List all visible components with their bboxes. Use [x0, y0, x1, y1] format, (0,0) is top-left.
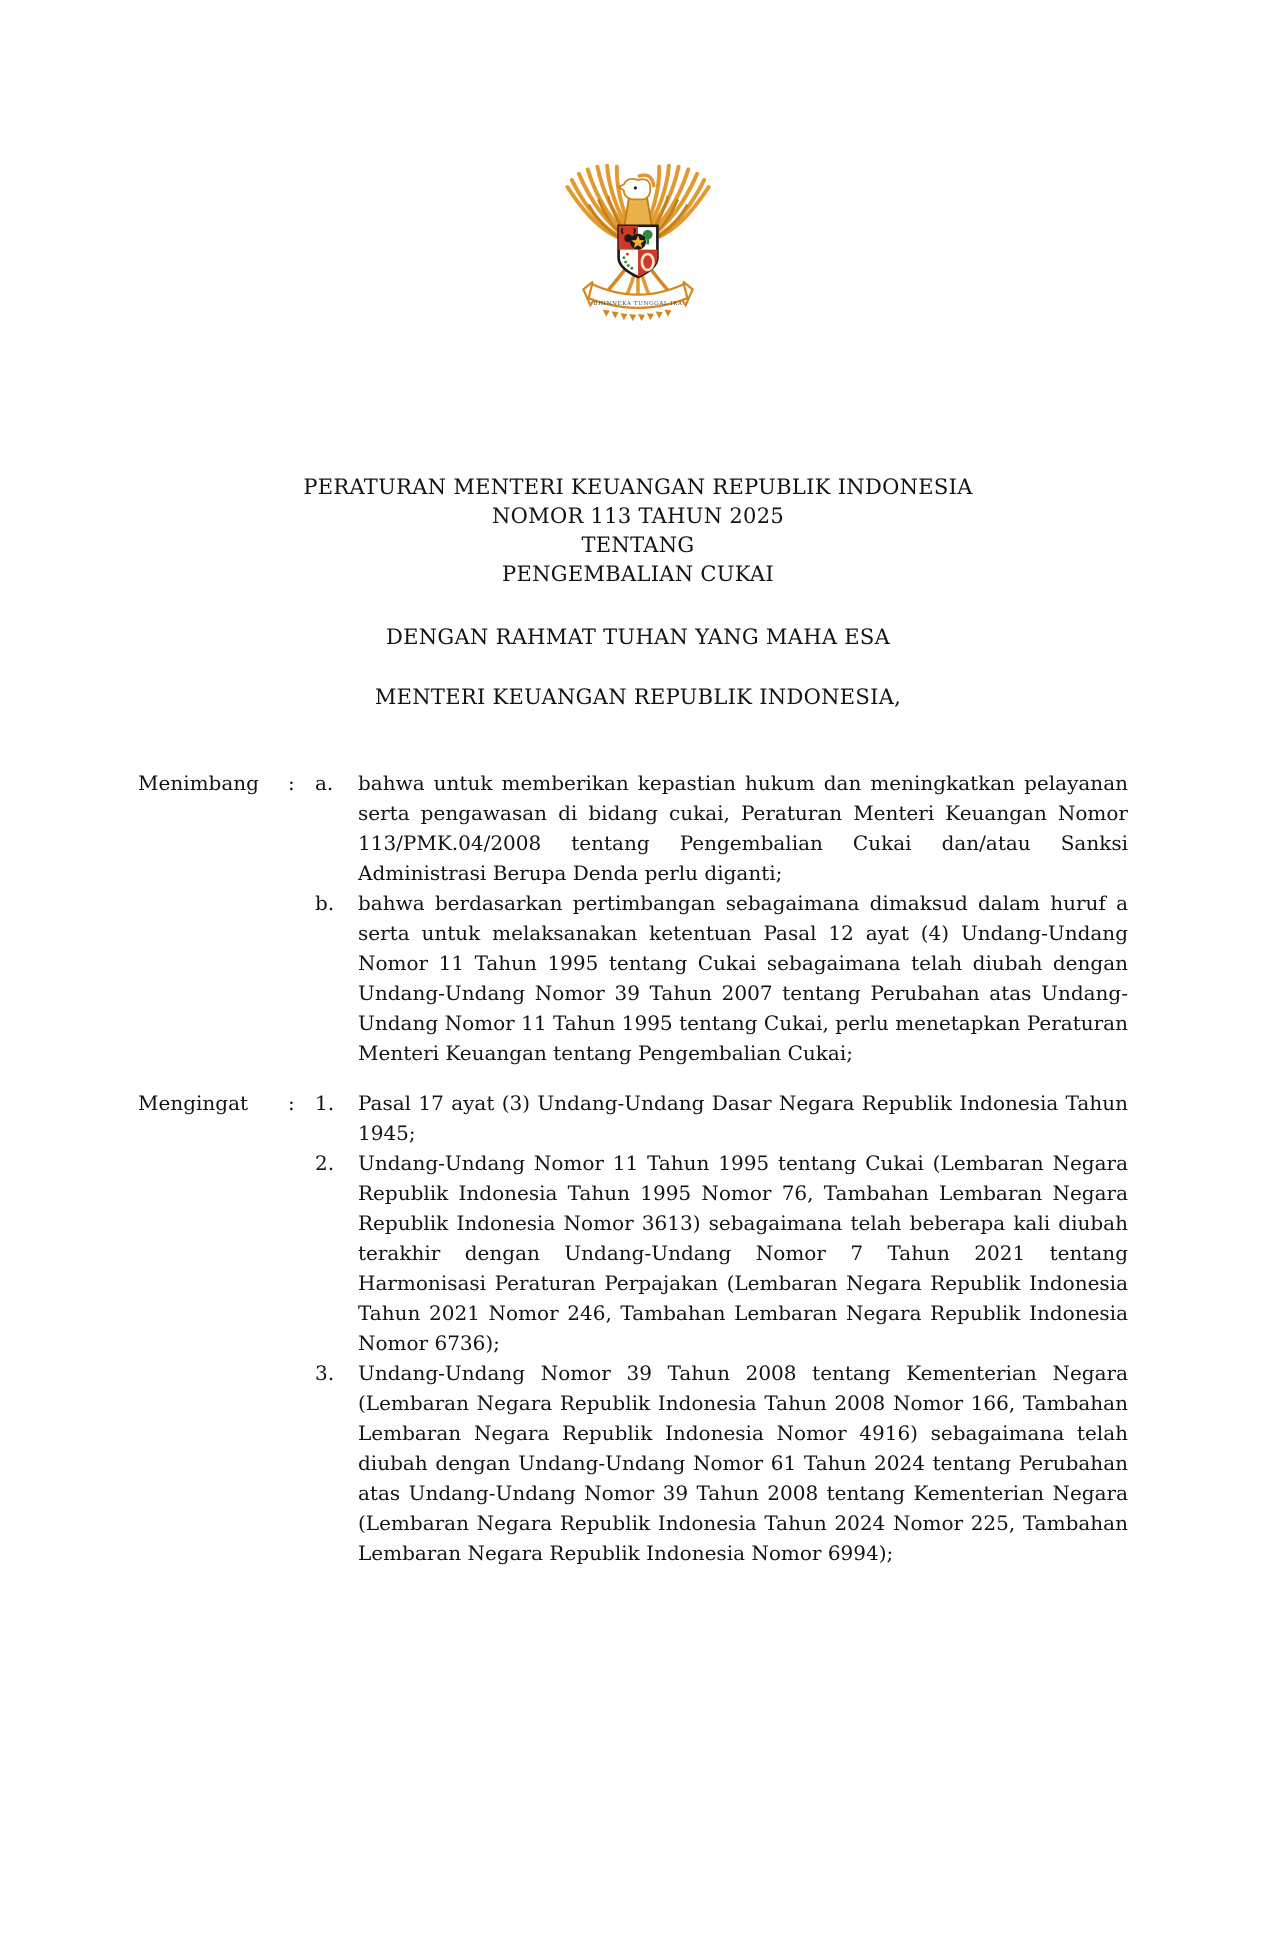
list-item-marker: 1. [315, 1091, 335, 1115]
emblem-container [0, 0, 1276, 322]
issuer-line: MENTERI KEUANGAN REPUBLIK INDONESIA, [374, 685, 902, 709]
list-item [315, 768, 1128, 888]
section-items [315, 768, 1128, 1068]
preamble-section-mengingat [0, 1088, 1276, 1568]
list-item-marker: 2. [315, 1151, 335, 1175]
list-item-marker: a. [315, 771, 334, 795]
list-item-text: Pasal 17 ayat (3) Undang-Undang Dasar Negara Republik Indonesia Tahun 1945; [358, 1091, 1128, 1145]
section-separator: : [288, 1091, 295, 1115]
list-item-text: Undang-Undang Nomor 11 Tahun 1995 tentang Cukai (Lembaran Negara Republik Indonesia Tahun 1995 Nomor 76, Tambahan Lembaran Negara Republik Indonesia Nomor 3613) sebagaimana telah beberapa kali diubah terakhir dengan Undang-Undang Nomor 7 Tahun 2021 tentang Harmonisasi Peraturan Perpajakan (Lembaran Negara Republik Indonesia Tahun 2021 Nomor 246, Tambahan Lembaran Negara Republik Indonesia Nomor 6736); [358, 1151, 1128, 1355]
preamble-sections [0, 768, 1276, 1568]
list-item [315, 1148, 1128, 1358]
list-item-text: bahwa berdasarkan pertimbangan sebagaimana dimaksud dalam huruf a serta untuk melaksanakan ketentuan Pasal 12 ayat (4) Undang-Undang Nomor 11 Tahun 1995 tentang Cukai sebagaimana telah diubah dengan Undang-Undang Nomor 39 Tahun 2007 tentang Perubahan atas Undang-Undang Nomor 11 Tahun 1995 tentang Cukai, perlu menetapkan Peraturan Menteri Keuangan tentang Pengembalian Cukai; [358, 891, 1128, 1065]
section-separator: : [288, 771, 295, 795]
title-line-tentang: TENTANG [581, 533, 695, 557]
title-line-number: NOMOR 113 TAHUN 2025 [491, 504, 785, 528]
list-item [315, 888, 1128, 1068]
title-line-subject: PENGEMBALIAN CUKAI [502, 562, 774, 586]
section-label: Menimbang [138, 771, 259, 795]
invocation-line: DENGAN RAHMAT TUHAN YANG MAHA ESA [385, 625, 891, 649]
list-item [315, 1088, 1128, 1148]
list-item-marker: 3. [315, 1361, 335, 1385]
list-item-text: Undang-Undang Nomor 39 Tahun 2008 tentang Kementerian Negara (Lembaran Negara Republik Indonesia Tahun 2008 Nomor 166, Tambahan Lembaran Negara Republik Indonesia Nomor 4916) sebagaimana telah diubah dengan Undang-Undang Nomor 61 Tahun 2024 tentang Perubahan atas Undang-Undang Nomor 39 Tahun 2008 tentang Kementerian Negara (Lembaran Negara Republik Indonesia Tahun 2024 Nomor 225, Tambahan Lembaran Negara Republik Indonesia Nomor 6994); [358, 1361, 1128, 1565]
list-item-marker: b. [315, 891, 335, 915]
emblem-motto-text: BHINNEKA TUNGGAL IKA [593, 301, 683, 308]
document-title [0, 473, 1276, 589]
section-label: Mengingat [138, 1091, 249, 1115]
list-item-text: bahwa untuk memberikan kepastian hukum dan meningkatkan pelayanan serta pengawasan di bidang cukai, Peraturan Menteri Keuangan Nomor 113/PMK.04/2008 tentang Pengembalian Cukai dan/atau Sanksi Administrasi Berupa Denda perlu diganti; [358, 771, 1128, 885]
title-line-regulation: PERATURAN MENTERI KEUANGAN REPUBLIK INDONESIA [303, 475, 973, 499]
list-item [315, 1358, 1128, 1568]
section-items [315, 1088, 1128, 1568]
garuda-pancasila-emblem [548, 150, 728, 322]
preamble-section-menimbang [0, 768, 1276, 1068]
